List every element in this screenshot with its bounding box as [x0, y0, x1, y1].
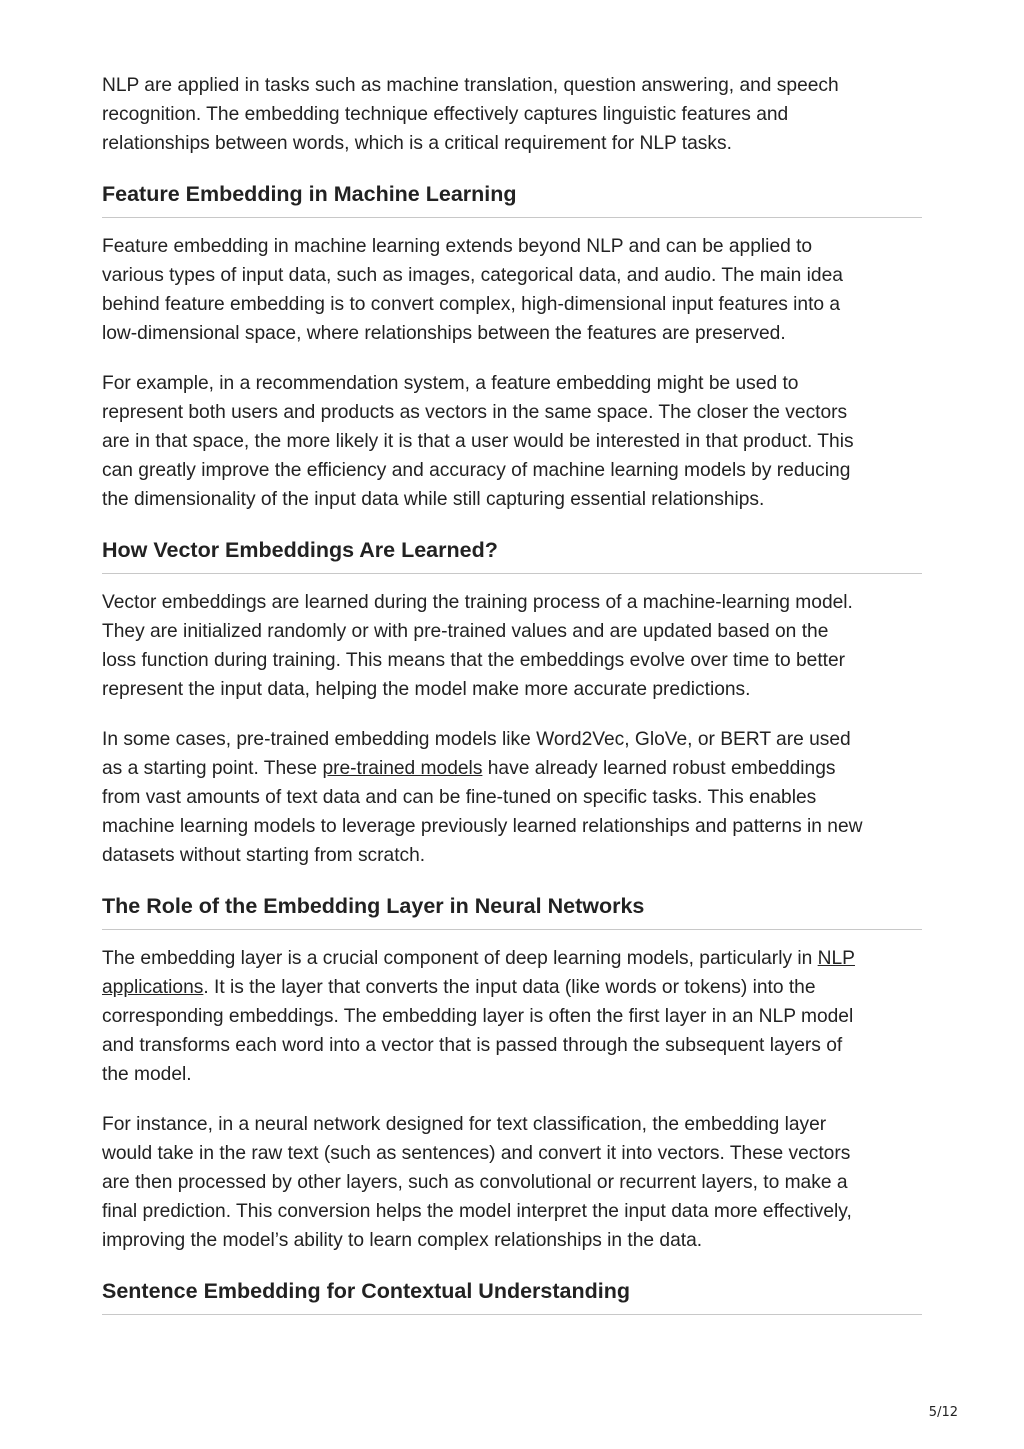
nlp-applications-link[interactable]: NLP applications	[102, 948, 855, 998]
embedding-layer-paragraph-2: For instance, in a neural network designed for text classification, the embedding layer would take in the raw text (such as sentences) and convert it into vectors. These vectors are then processed by other layers, such as convolutional or recurrent layers, to make a final prediction. This conversion helps the model interpret the input data more effectively, improving the model’s ability to learn complex relationships in the data.	[102, 1114, 852, 1251]
how-learned-text-before-link: In some cases, pre-trained embedding models like Word2Vec, GloVe, or BERT are used as a starting point. These	[102, 729, 851, 779]
section-heading-sentence-embedding: Sentence Embedding for Contextual Understanding	[102, 1276, 922, 1315]
intro-paragraph: NLP are applied in tasks such as machine translation, question answering, and speech recognition. The embedding technique effectively captures linguistic features and relationships between words, which is a critical requirement for NLP tasks.	[102, 75, 839, 154]
pre-trained-models-link[interactable]: pre-trained models	[322, 758, 483, 779]
how-learned-text-after-link: have already learned robust embeddings from vast amounts of text data and can be fine-tuned on specific tasks. This enables machine learning models to leverage previously learned relationships and patterns in new datasets without starting from scratch.	[102, 758, 863, 866]
document-body	[102, 71, 922, 1329]
feature-embedding-paragraph-1: Feature embedding in machine learning extends beyond NLP and can be applied to various types of input data, such as images, categorical data, and audio. The main idea behind feature embedding is to convert complex, high-dimensional input features into a low-dimensional space, where relationships between the features are preserved.	[102, 236, 843, 344]
embedding-layer-text-after-link: . It is the layer that converts the input data (like words or tokens) into the corresponding embeddings. The embedding layer is often the first layer in an NLP model and transforms each word into a vector that is passed through the subsequent layers of the model.	[102, 977, 854, 1085]
section-heading-how-learned: How Vector Embeddings Are Learned?	[102, 535, 922, 574]
how-learned-paragraph-2	[102, 725, 922, 870]
page-number: 5/12	[928, 1405, 958, 1420]
section-heading-embedding-layer: The Role of the Embedding Layer in Neural Networks	[102, 891, 922, 930]
feature-embedding-paragraph-2: For example, in a recommendation system, a feature embedding might be used to represent both users and products as vectors in the same space. The closer the vectors are in that space, the more likely it is that a user would be interested in that product. This can greatly improve the efficiency and accuracy of machine learning models by reducing the dimensionality of the input data while still capturing essential relationships.	[102, 373, 854, 510]
embedding-layer-text-before-link: The embedding layer is a crucial component of deep learning models, particularly in	[102, 948, 818, 969]
how-learned-paragraph-1: Vector embeddings are learned during the training process of a machine-learning model. They are initialized randomly or with pre-trained values and are updated based on the loss function during training. This means that the embeddings evolve over time to better represent the input data, helping the model make more accurate predictions.	[102, 592, 853, 700]
section-heading-feature-embedding: Feature Embedding in Machine Learning	[102, 179, 922, 218]
embedding-layer-paragraph-1	[102, 944, 922, 1089]
